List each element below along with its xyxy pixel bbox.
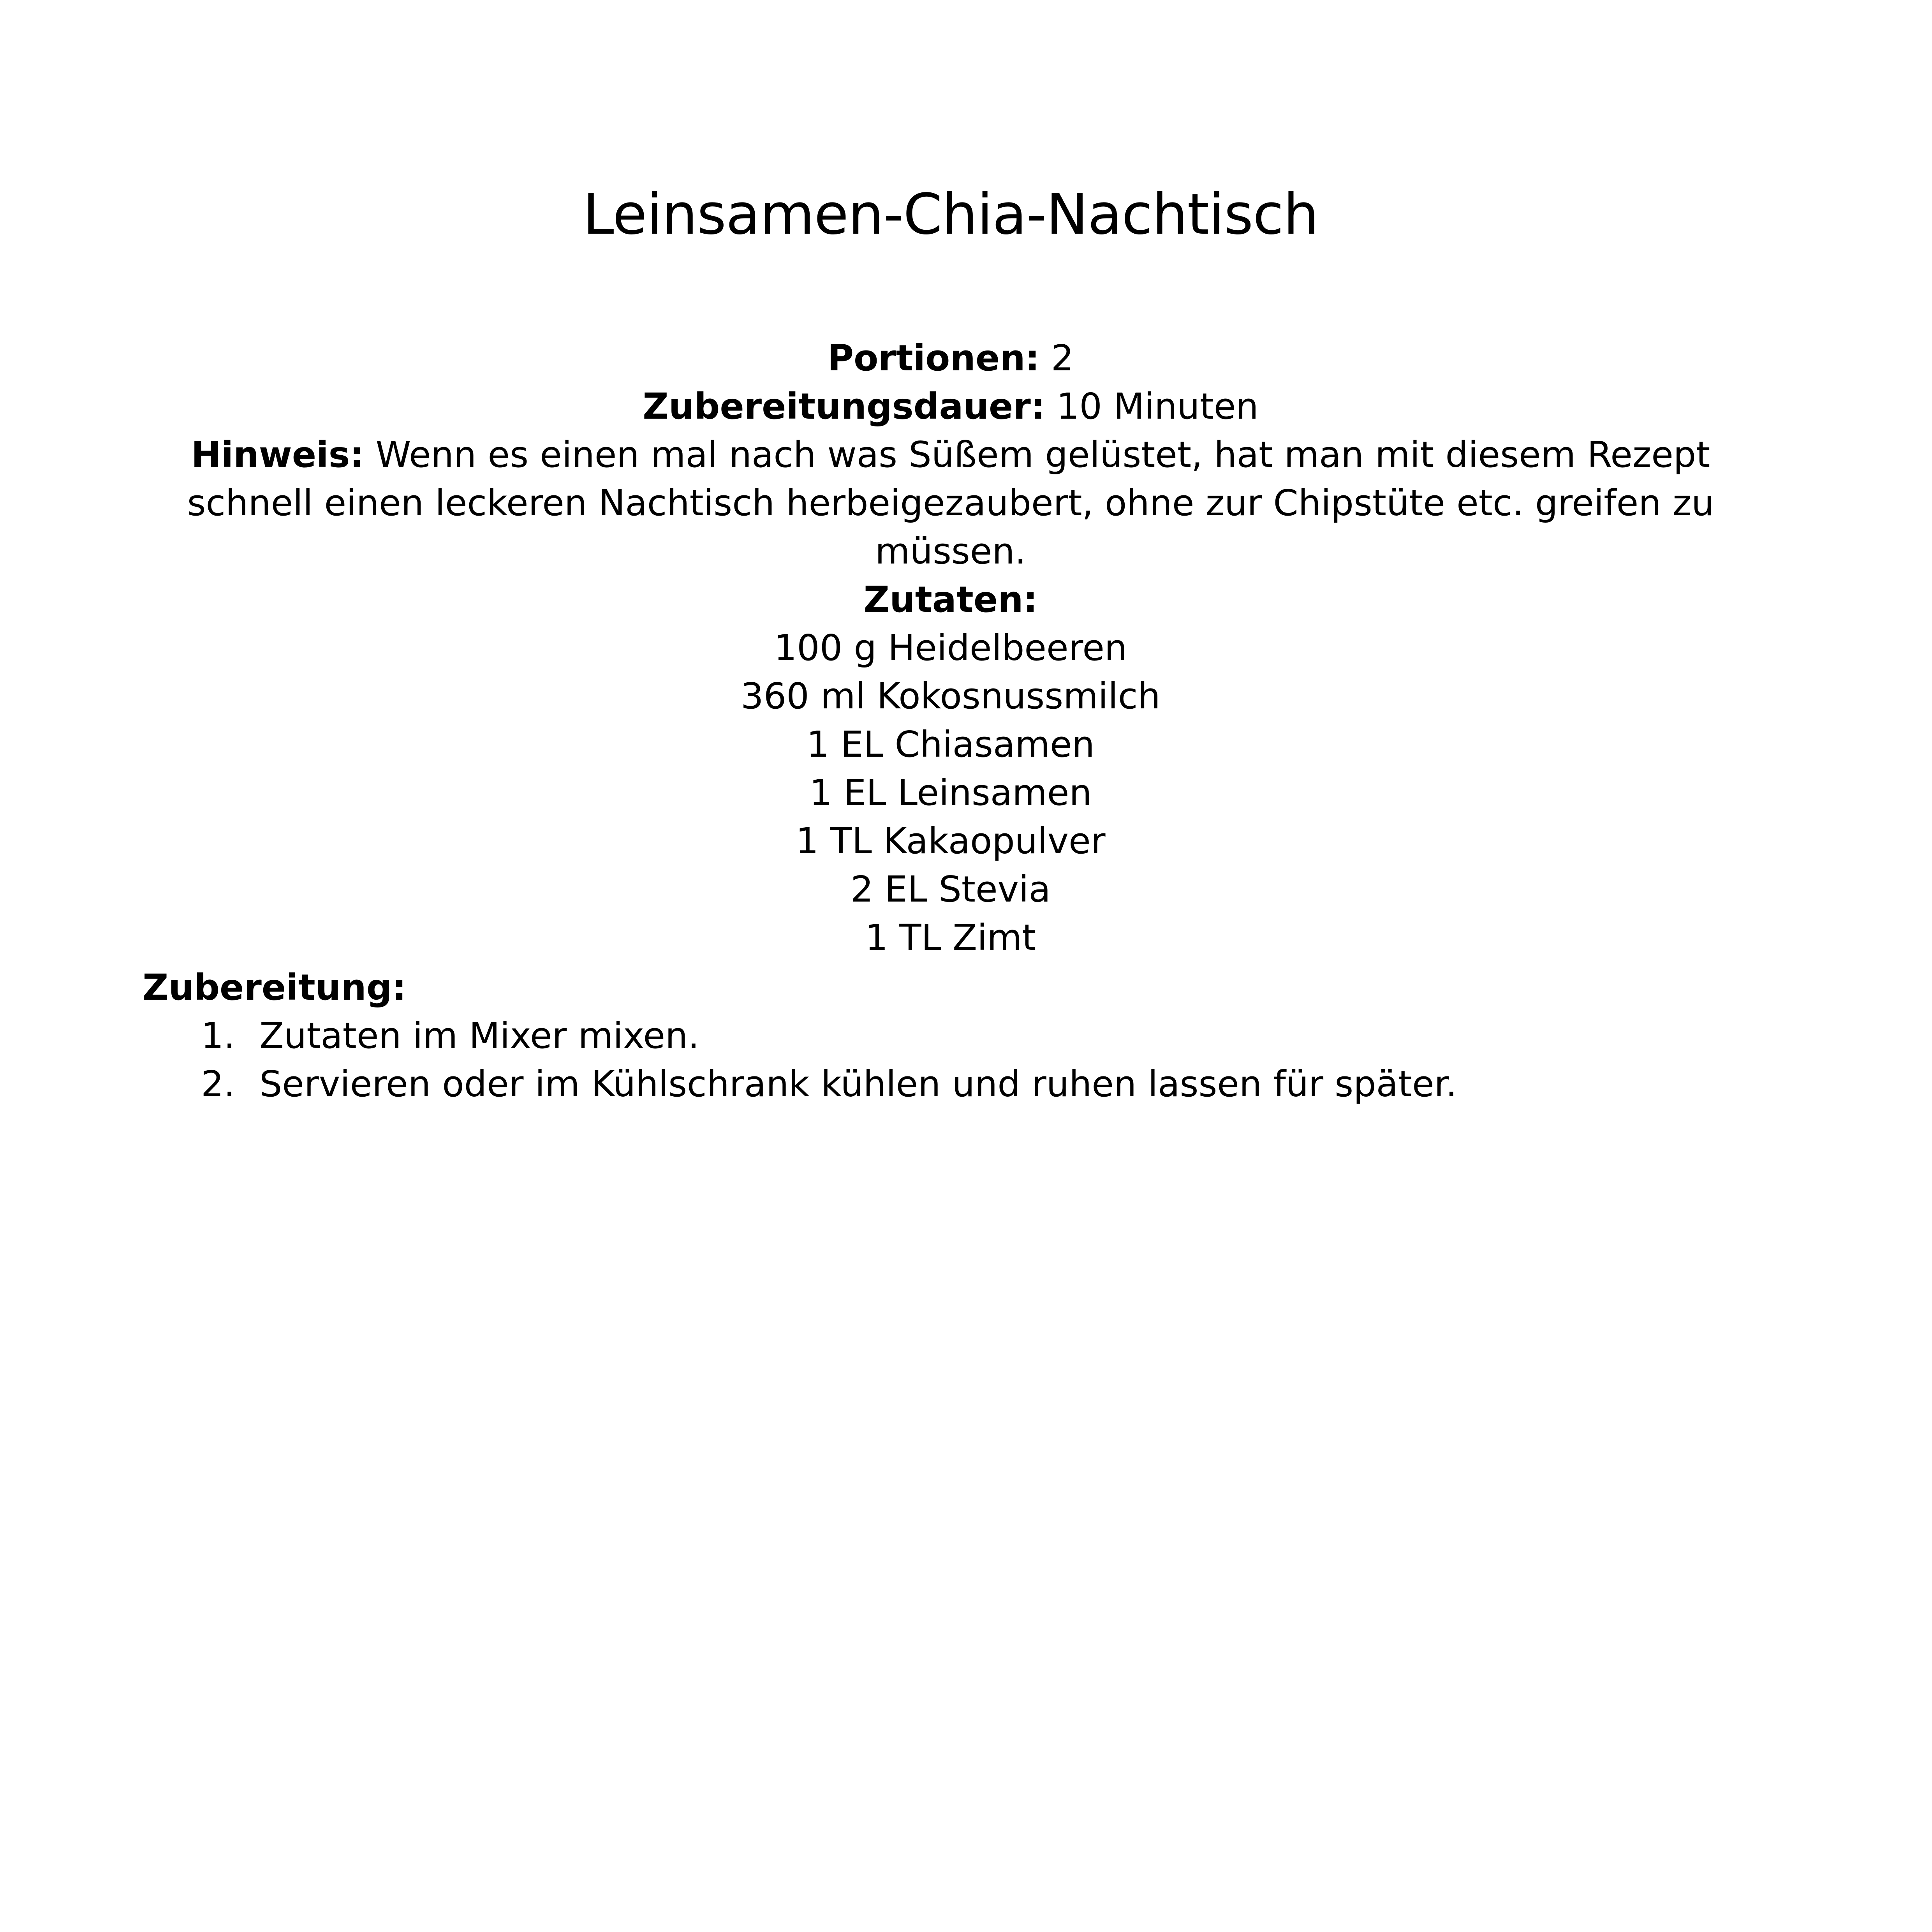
note-text: Wenn es einen mal nach was Süßem gelüstet, hat man mit diesem Rezept schnell einen leckeren Nachtisch herbeigezaubert, ohne zur Chipstüte etc. greifen zu müssen. — [187, 434, 1714, 572]
step-text: Servieren oder im Kühlschrank kühlen und ruhen lassen für später. — [259, 1063, 1457, 1105]
portions-line — [144, 334, 1757, 382]
step-number: 2. — [201, 1063, 235, 1105]
preparation-steps — [143, 1012, 1778, 1108]
preparation-section — [143, 963, 1778, 1108]
ingredient-item: 1 EL Chiasamen — [807, 724, 1095, 765]
portions-value: 2 — [1051, 337, 1074, 379]
ingredient-item: 1 TL Kakaopulver — [796, 820, 1106, 862]
duration-value: 10 Minuten — [1056, 386, 1259, 427]
duration-label: Zubereitungsdauer: — [643, 386, 1045, 427]
preparation-step — [143, 1060, 1778, 1108]
note-paragraph — [144, 431, 1757, 576]
preparation-step — [143, 1012, 1778, 1060]
recipe-meta — [144, 334, 1757, 962]
ingredients-heading: Zutaten: — [863, 579, 1038, 620]
note-label: Hinweis: — [191, 434, 365, 476]
ingredient-item: 1 TL Zimt — [865, 917, 1036, 958]
ingredient-item: 2 EL Stevia — [851, 868, 1051, 910]
step-text: Zutaten im Mixer mixen. — [259, 1015, 699, 1057]
recipe-title: Leinsamen-Chia-Nachtisch — [583, 181, 1319, 247]
ingredient-item: 100 g Heidelbeeren — [774, 627, 1127, 669]
portions-label: Portionen: — [827, 337, 1040, 379]
duration-line — [144, 382, 1757, 431]
ingredient-item: 1 EL Leinsamen — [809, 772, 1092, 814]
preparation-heading: Zubereitung: — [143, 967, 407, 1008]
step-number: 1. — [201, 1015, 235, 1057]
ingredient-item: 360 ml Kokosnussmilch — [741, 675, 1161, 717]
